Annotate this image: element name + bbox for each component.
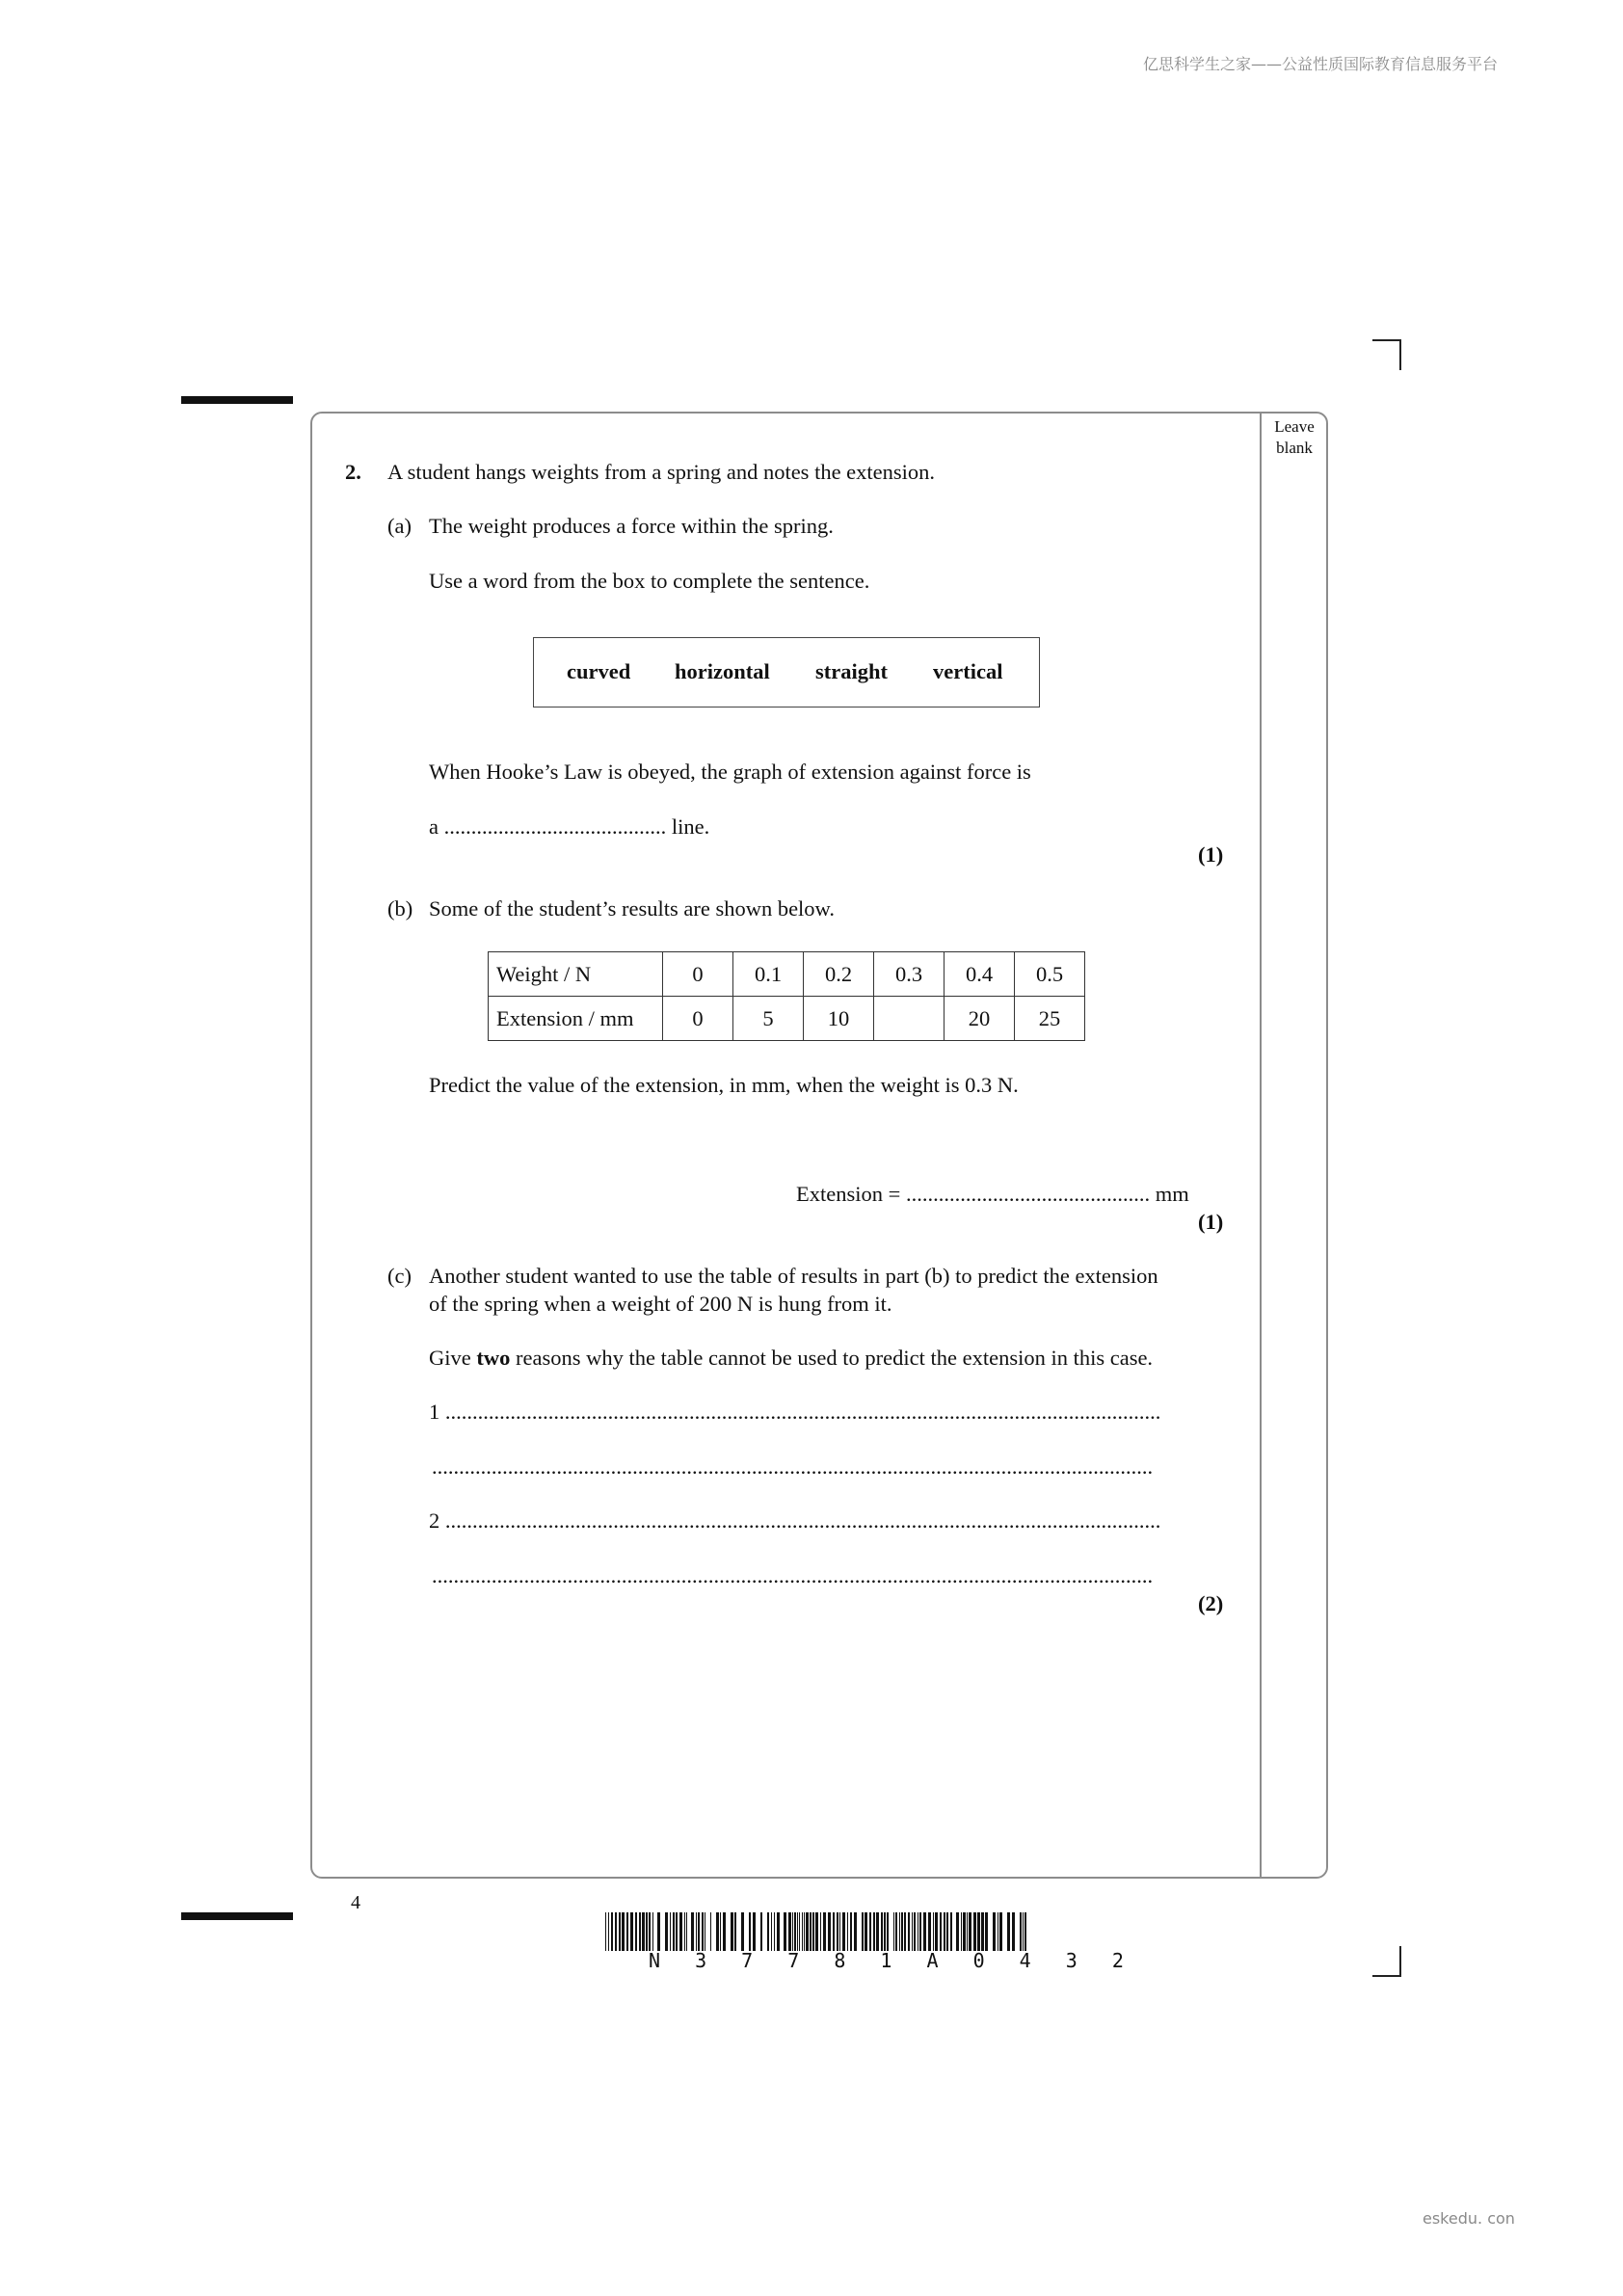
barcode-stripe: [810, 1912, 812, 1951]
barcode-stripe: [993, 1912, 996, 1951]
barcode-stripe: [696, 1912, 697, 1951]
barcode-stripe: [999, 1912, 1002, 1951]
part-c-instruction: Give two reasons why the table cannot be used to predict the extension in this case.: [429, 1346, 1154, 1370]
barcode-number: N 3 7 7 8 1 A 0 4 3 2: [649, 1949, 1135, 1972]
answer-frame: [310, 412, 1328, 1879]
barcode-stripe: [670, 1912, 671, 1951]
barcode-stripe: [908, 1912, 910, 1951]
watermark-top: 亿思科学生之家——公益性质国际教育信息服务平台: [1143, 55, 1499, 73]
barcode-stripe: [698, 1912, 700, 1951]
margin-bar-top: [181, 396, 293, 404]
barcode-stripe: [862, 1912, 864, 1951]
answer-blank-b[interactable]: .............................................: [905, 1182, 1151, 1206]
part-b-answer-line: Extension = ............................................. mm: [796, 1182, 1189, 1206]
barcode-stripe: [605, 1912, 606, 1951]
part-a-line2: Use a word from the box to complete the sentence.: [429, 569, 870, 593]
barcode-stripe: [933, 1912, 934, 1951]
barcode-stripe: [881, 1912, 883, 1951]
barcode-stripe: [657, 1912, 660, 1951]
part-c-line1: Another student wanted to use the table of results in part (b) to predict the extension: [429, 1264, 1158, 1288]
part-a-label: (a): [387, 514, 412, 538]
table-cell: 25: [1015, 997, 1085, 1041]
answer-blank-c1[interactable]: ....................................................................................................................................: [444, 1400, 1161, 1424]
barcode-stripe: [679, 1912, 682, 1951]
barcode-stripe: [1007, 1912, 1010, 1951]
table-cell: 0.4: [945, 952, 1015, 997]
barcode-stripe: [969, 1912, 971, 1951]
barcode-stripe: [977, 1912, 980, 1951]
barcode-stripe: [967, 1912, 968, 1951]
reason-2-continuation: [432, 1562, 1222, 1589]
barcode-stripe: [919, 1912, 921, 1951]
part-a-sentence2: a ......................................... line.: [429, 814, 710, 839]
row-label-extension: Extension / mm: [489, 997, 663, 1041]
barcode-stripe: [847, 1912, 848, 1951]
barcode-stripe: [774, 1912, 775, 1951]
barcode-stripe: [865, 1912, 867, 1951]
table-cell: 0.3: [874, 952, 945, 997]
barcode-stripe: [1020, 1912, 1022, 1951]
reason-1-continuation: [432, 1454, 1222, 1481]
barcode-stripe: [799, 1912, 800, 1951]
part-a-line1: The weight produces a force within the spring.: [429, 514, 834, 538]
barcode-stripe: [963, 1912, 966, 1951]
crop-mark-bottom-h: [1372, 1975, 1401, 1977]
barcode-stripe: [812, 1912, 814, 1951]
barcode-stripe: [914, 1912, 916, 1951]
barcode-stripe: [869, 1912, 871, 1951]
table-row: [489, 952, 1085, 997]
word-curved: curved: [567, 659, 631, 683]
barcode-stripe: [611, 1912, 613, 1951]
barcode-stripe: [652, 1912, 653, 1951]
table-cell: 0: [663, 952, 733, 997]
barcode-stripe: [720, 1912, 721, 1951]
barcode-stripe: [961, 1912, 962, 1951]
barcode-stripe: [676, 1912, 678, 1951]
barcode-stripe: [767, 1912, 769, 1951]
crop-mark-top-v: [1399, 339, 1401, 370]
part-b-line1: Some of the student’s results are shown below.: [429, 896, 835, 921]
barcode-stripe: [710, 1912, 711, 1951]
barcode-stripe: [642, 1912, 645, 1951]
barcode-stripe: [928, 1912, 931, 1951]
part-b-marks: (1): [1198, 1210, 1224, 1234]
barcode-stripe: [649, 1912, 651, 1951]
word-vertical: vertical: [933, 659, 1003, 683]
barcode-stripe: [828, 1912, 831, 1951]
answer-blank-c1b[interactable]: .....................................................................................................................................: [432, 1455, 1154, 1479]
crop-mark-top-h: [1372, 339, 1401, 341]
barcode-stripe: [823, 1912, 826, 1951]
barcode-stripe: [923, 1912, 926, 1951]
barcode-stripe: [887, 1912, 889, 1951]
part-b-label: (b): [387, 896, 413, 921]
margin-bar-bottom: [181, 1912, 293, 1920]
barcode-stripe: [899, 1912, 900, 1951]
barcode-stripe: [873, 1912, 875, 1951]
barcode-stripe: [622, 1912, 625, 1951]
barcode-stripe: [806, 1912, 809, 1951]
barcode-stripe: [702, 1912, 704, 1951]
barcode-stripe: [884, 1912, 886, 1951]
barcode-stripe: [950, 1912, 952, 1951]
part-c-line2: of the spring when a weight of 200 N is hung from it.: [429, 1292, 892, 1316]
barcode-stripe: [815, 1912, 818, 1951]
table-cell: 0: [663, 997, 733, 1041]
barcode-stripe: [771, 1912, 772, 1951]
reason-1-line: 1 ....................................................................................................................................: [429, 1400, 1161, 1424]
barcode-stripe: [837, 1912, 838, 1951]
crop-mark-bottom-v: [1399, 1946, 1401, 1977]
barcode-stripe: [734, 1912, 736, 1951]
answer-blank-a[interactable]: .........................................: [443, 814, 667, 839]
question-number: 2.: [345, 460, 361, 484]
barcode: [605, 1912, 1029, 1951]
page-number: 4: [351, 1892, 360, 1913]
barcode-stripe: [673, 1912, 675, 1951]
barcode-stripe: [935, 1912, 938, 1951]
barcode-stripe: [901, 1912, 903, 1951]
barcode-stripe: [839, 1912, 840, 1951]
barcode-stripe: [753, 1912, 756, 1951]
barcode-stripe: [760, 1912, 762, 1951]
word-box: [533, 637, 1040, 707]
answer-blank-c2[interactable]: ....................................................................................................................................: [444, 1508, 1161, 1533]
barcode-stripe: [802, 1912, 803, 1951]
barcode-stripe: [912, 1912, 913, 1951]
barcode-stripe: [788, 1912, 791, 1951]
barcode-stripe: [985, 1912, 988, 1951]
results-table: [488, 951, 1085, 1041]
table-row: [489, 997, 1085, 1041]
barcode-stripe: [820, 1912, 821, 1951]
barcode-stripe: [619, 1912, 621, 1951]
barcode-stripe: [940, 1912, 942, 1951]
barcode-stripe: [895, 1912, 897, 1951]
barcode-stripe: [635, 1912, 637, 1951]
barcode-stripe: [691, 1912, 694, 1951]
barcode-stripe: [646, 1912, 648, 1951]
barcode-stripe: [608, 1912, 609, 1951]
barcode-stripe: [944, 1912, 945, 1951]
barcode-stripe: [716, 1912, 719, 1951]
part-c-label: (c): [387, 1264, 412, 1288]
barcode-stripe: [749, 1912, 751, 1951]
barcode-stripe: [981, 1912, 984, 1951]
barcode-stripe: [1023, 1912, 1024, 1951]
barcode-stripe: [893, 1912, 894, 1951]
barcode-stripe: [741, 1912, 744, 1951]
barcode-stripe: [804, 1912, 805, 1951]
barcode-stripe: [946, 1912, 948, 1951]
barcode-stripe: [630, 1912, 633, 1951]
barcode-stripe: [794, 1912, 796, 1951]
barcode-stripe: [684, 1912, 685, 1951]
table-cell-empty: [874, 997, 945, 1041]
part-c-marks: (2): [1198, 1591, 1224, 1615]
barcode-stripe: [626, 1912, 628, 1951]
barcode-stripe: [854, 1912, 857, 1951]
barcode-stripe: [904, 1912, 906, 1951]
answer-blank-c2b[interactable]: .....................................................................................................................................: [432, 1563, 1154, 1588]
reason-2-line: 2 ....................................................................................................................................: [429, 1508, 1161, 1533]
barcode-stripe: [833, 1912, 835, 1951]
part-a-marks: (1): [1198, 842, 1224, 867]
table-cell: 20: [945, 997, 1015, 1041]
barcode-stripe: [784, 1912, 786, 1951]
barcode-stripe: [723, 1912, 726, 1951]
barcode-stripe: [639, 1912, 641, 1951]
leave-blank-divider: [1260, 413, 1262, 1878]
barcode-stripe: [731, 1912, 733, 1951]
table-cell: 0.1: [733, 952, 804, 997]
leave-blank-label: Leave blank: [1274, 417, 1315, 457]
part-b-question: Predict the value of the extension, in mm, when the weight is 0.3 N.: [429, 1073, 1019, 1097]
barcode-stripe: [777, 1912, 780, 1951]
barcode-stripe: [842, 1912, 845, 1951]
watermark-bottom: eskedu. con: [1423, 2209, 1515, 2228]
question-intro: A student hangs weights from a spring and notes the extension.: [387, 460, 936, 484]
word-horizontal: horizontal: [675, 659, 770, 683]
barcode-stripe: [797, 1912, 798, 1951]
barcode-stripe: [956, 1912, 959, 1951]
barcode-stripe: [850, 1912, 852, 1951]
word-straight: straight: [815, 659, 888, 683]
table-cell: 0.2: [804, 952, 874, 997]
barcode-stripe: [686, 1912, 687, 1951]
table-cell: 0.5: [1015, 952, 1085, 997]
barcode-stripe: [615, 1912, 617, 1951]
table-cell: 5: [733, 997, 804, 1041]
barcode-stripe: [665, 1912, 668, 1951]
barcode-stripe: [973, 1912, 976, 1951]
barcode-stripe: [792, 1912, 793, 1951]
barcode-stripe: [876, 1912, 879, 1951]
barcode-stripe: [1012, 1912, 1015, 1951]
barcode-stripe: [1024, 1912, 1026, 1951]
row-label-weight: Weight / N: [489, 952, 663, 997]
part-a-sentence1: When Hooke’s Law is obeyed, the graph of extension against force is: [429, 760, 1031, 784]
table-cell: 10: [804, 997, 874, 1041]
